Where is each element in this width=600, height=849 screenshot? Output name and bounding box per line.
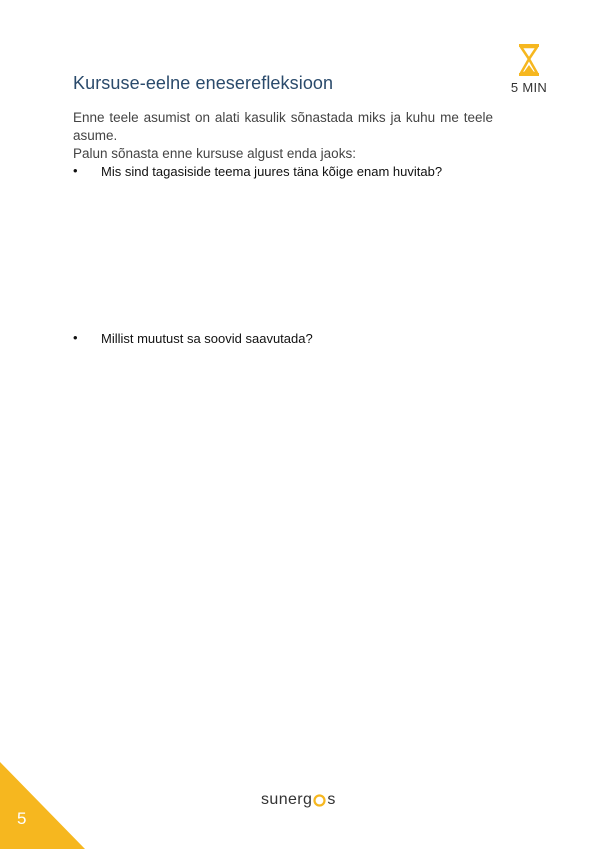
intro-line: Palun sõnasta enne kursuse algust enda jaoks: (73, 146, 356, 161)
bullet: • (73, 330, 78, 345)
intro-line: Enne teele asumist on alati kasulik sõnastada miks ja kuhu me teele asume. (73, 110, 493, 143)
logo-text-suffix: s (327, 791, 336, 808)
bullet: • (73, 163, 78, 178)
page-title: Kursuse-eelne eneserefleksioon (73, 73, 334, 93)
logo-text-prefix: sunerg (261, 791, 313, 808)
question-text: Millist muutust sa soovid saavutada? (101, 331, 313, 346)
sunergos-logo (261, 791, 336, 809)
timer-label: 5 MIN (510, 80, 548, 95)
logo-circle-icon (313, 794, 326, 807)
intro-paragraph (73, 109, 493, 163)
page-corner-triangle (0, 762, 85, 849)
hourglass-icon (518, 44, 540, 76)
page-number: 5 (17, 809, 27, 828)
timer-badge (509, 44, 549, 95)
question-text: Mis sind tagasiside teema juures täna kõige enam huvitab? (101, 164, 443, 179)
